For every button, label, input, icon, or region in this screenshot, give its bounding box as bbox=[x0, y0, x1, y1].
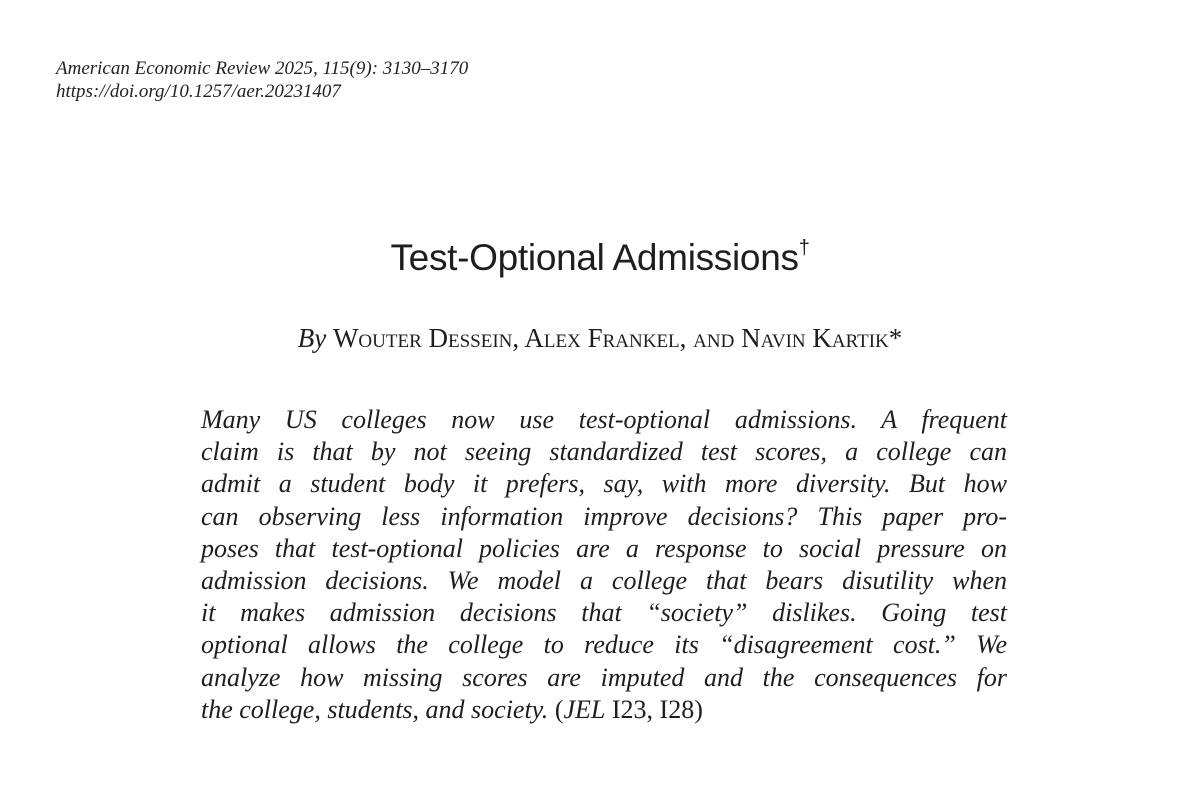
abstract-line: it makes admission decisions that “society” dislikes. Going test bbox=[201, 598, 1007, 628]
abstract bbox=[201, 404, 1007, 726]
jel-label: JEL bbox=[563, 694, 606, 724]
abstract-line: admission decisions. We model a college that bears disutility when bbox=[201, 566, 1007, 596]
paper-title-text: Test-Optional Admissions bbox=[390, 237, 799, 278]
journal-citation: American Economic Review 2025, 115(9): 3130–3170 bbox=[56, 58, 469, 79]
jel-codes bbox=[555, 695, 703, 724]
author-names: Wouter Dessein, Alex Frankel, and Navin Kartik* bbox=[332, 323, 903, 353]
abstract-line: optional allows the college to reduce its “disagreement cost.” We bbox=[201, 630, 1007, 660]
abstract-line: Many US colleges now use test-optional admissions. A frequent bbox=[201, 405, 1007, 434]
jel-open-paren: ( bbox=[554, 694, 564, 724]
journal-header bbox=[56, 57, 468, 103]
abstract-line: can observing less information improve decisions? This paper pro- bbox=[201, 501, 1007, 531]
author-by-label: By bbox=[297, 323, 327, 353]
abstract-line: analyze how missing scores are imputed and the consequences for bbox=[201, 662, 1007, 692]
author-line bbox=[0, 320, 1200, 356]
doi-link[interactable]: https://doi.org/10.1257/aer.20231407 bbox=[56, 81, 341, 102]
abstract-line: poses that test-optional policies are a response to social pressure on bbox=[201, 533, 1007, 563]
abstract-line-text: the college, students, and society. bbox=[201, 694, 549, 724]
title-footnote-mark[interactable]: † bbox=[798, 237, 810, 259]
paper-title bbox=[0, 234, 1200, 282]
abstract-line: claim is that by not seeing standardized test scores, a college can bbox=[201, 437, 1007, 467]
abstract-line: admit a student body it prefers, say, with more diversity. But how bbox=[201, 469, 1007, 499]
jel-code-list: I23, I28) bbox=[605, 694, 703, 724]
abstract-last-line bbox=[201, 694, 1007, 726]
